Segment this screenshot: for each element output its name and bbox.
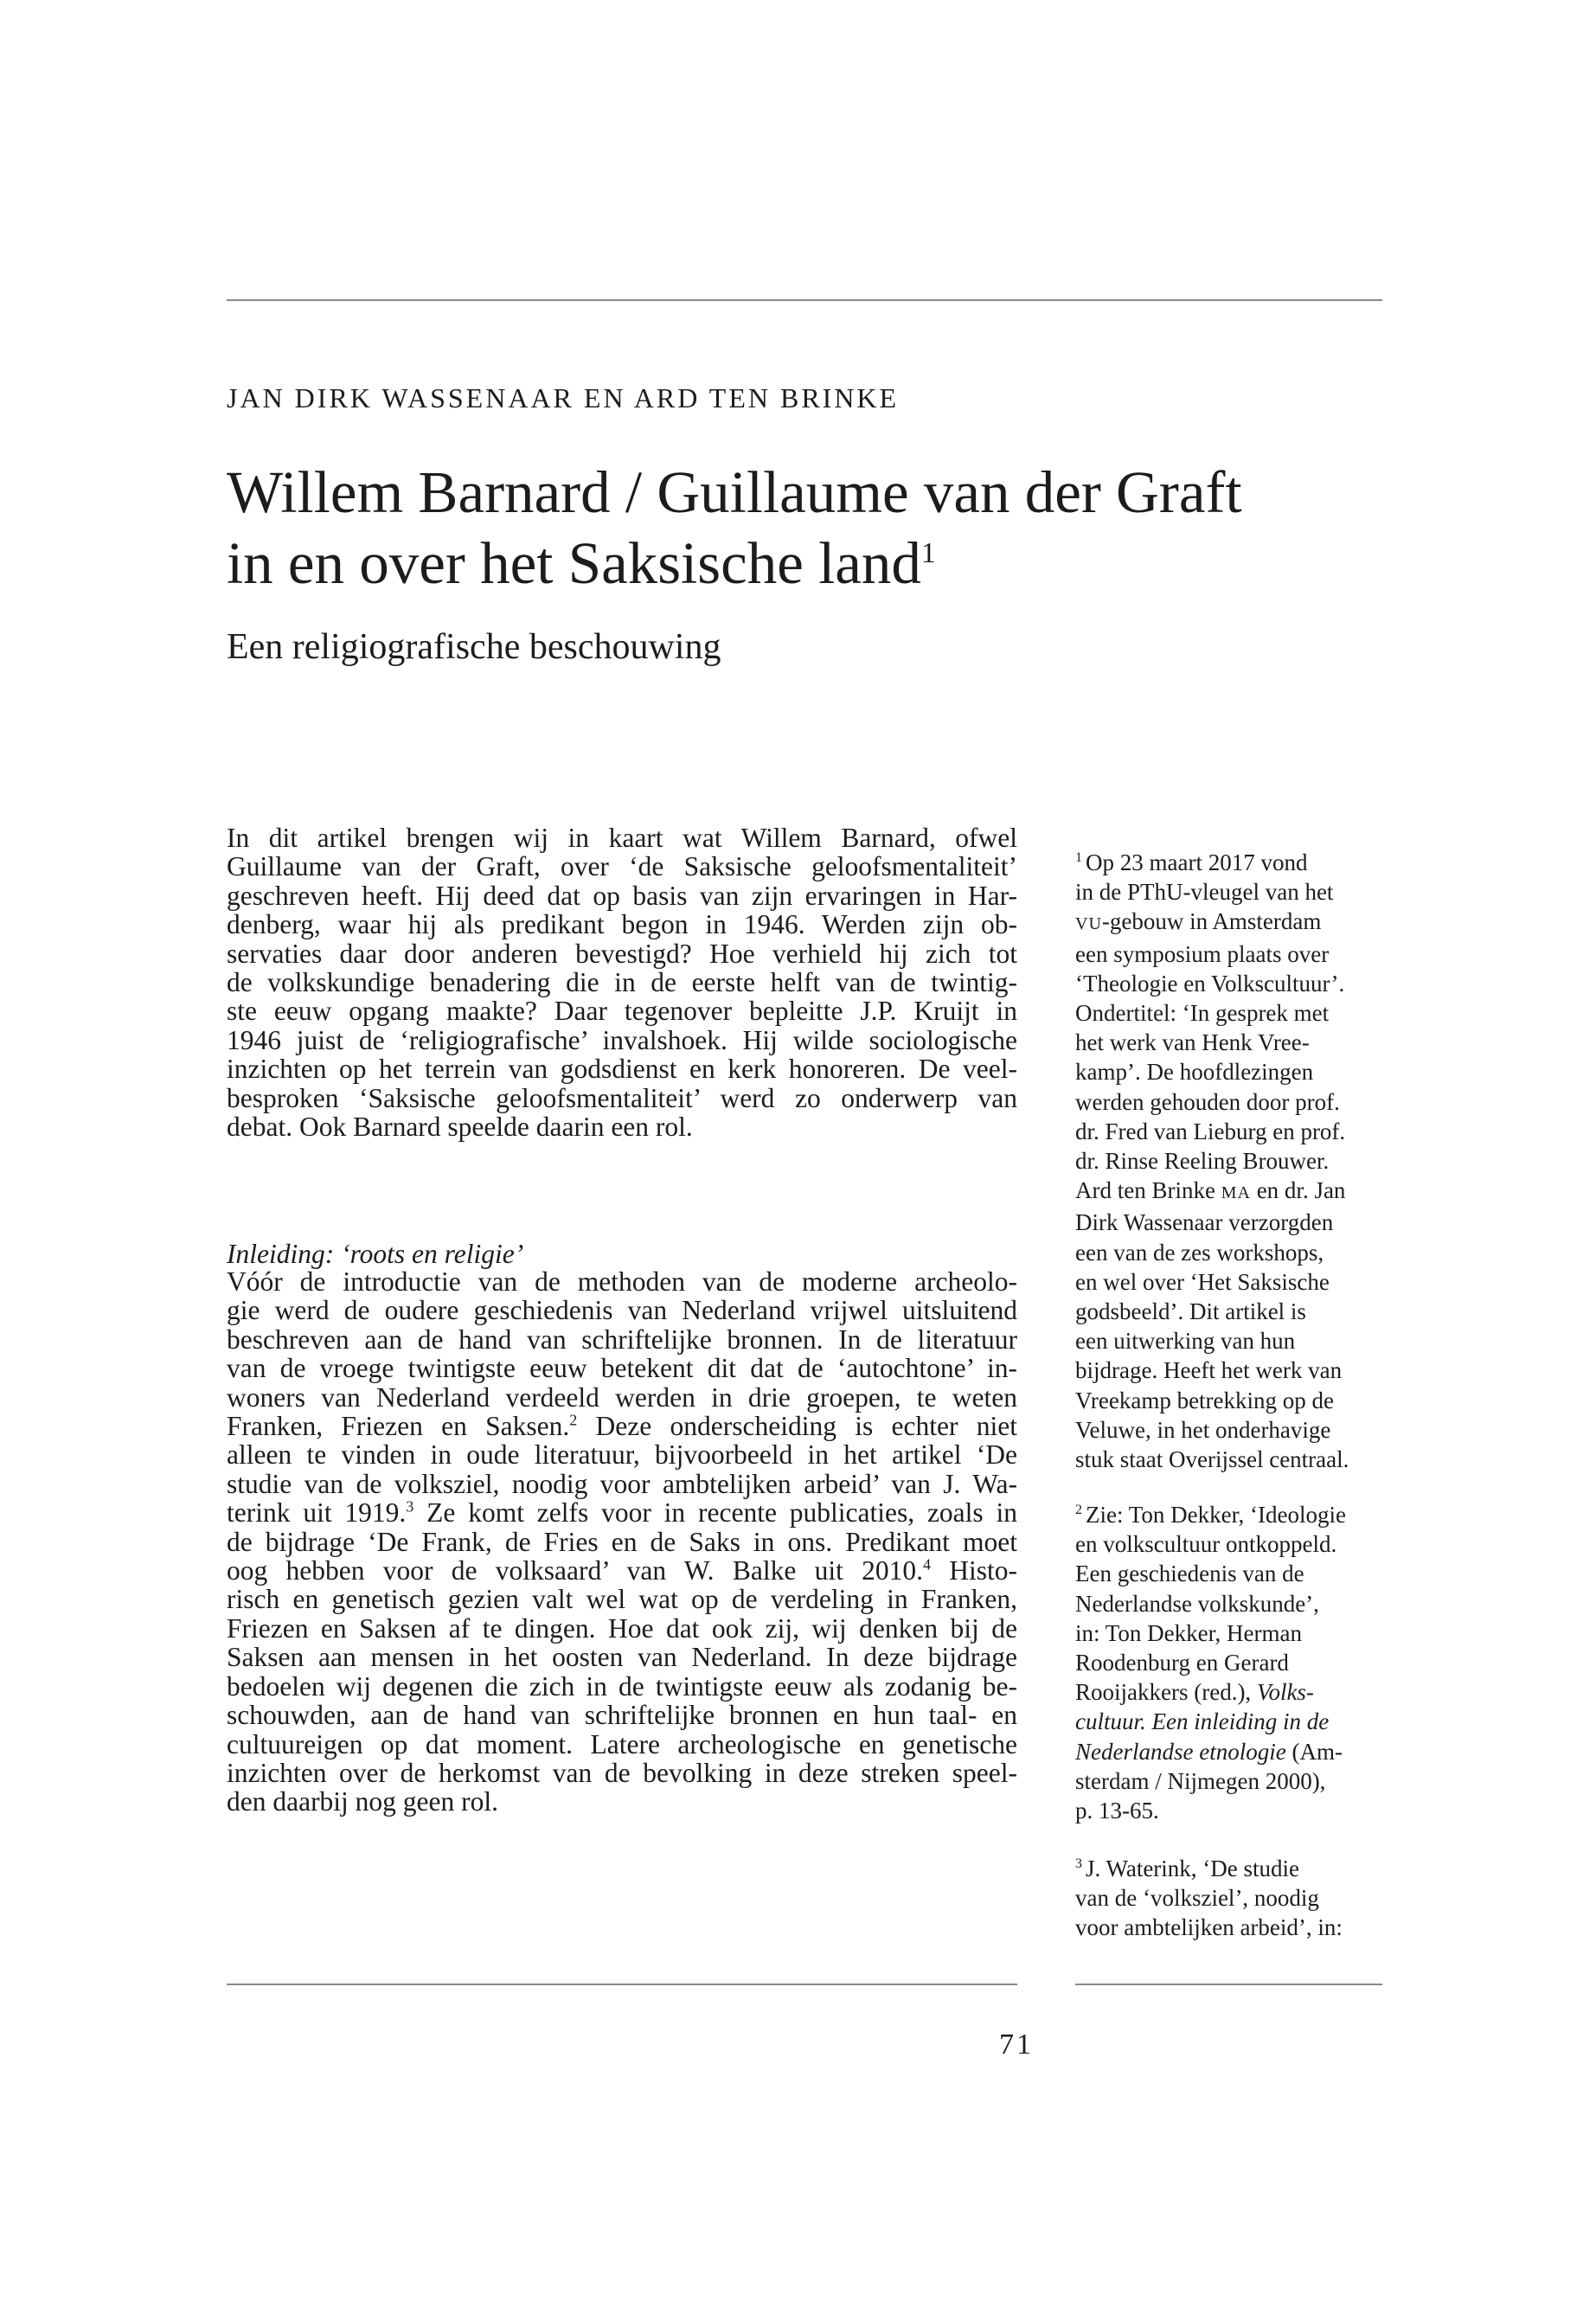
footnote-text: Ard ten Brinke [1075, 1177, 1215, 1204]
footnote-line [1075, 1500, 1382, 1529]
footnote-italic: Nederlandse etnologie [1075, 1738, 1286, 1765]
abstract-line: besproken ‘Saksische geloofsmentaliteit’ werd zo onderwerp van [227, 1082, 1017, 1113]
footnote-line: werden gehouden door prof. [1075, 1088, 1340, 1115]
footnote-text: -gebouw in Amsterdam [1101, 908, 1322, 935]
footnote-line: ‘Theologie en Volkscultuur’. [1075, 970, 1345, 997]
footnote-line: Roodenburg en Gerard [1075, 1650, 1289, 1676]
intro-line: den daarbij nog geen rol. [227, 1786, 499, 1817]
footnote-line: Ondertitel: ‘In gesprek met [1075, 1000, 1330, 1027]
footnote-line: voor ambtelijken arbeid’, in: [1075, 1914, 1343, 1941]
authors: JAN DIRK WASSENAAR EN ARD TEN BRINKE [227, 382, 900, 413]
intro-line-text: Franken, Friezen en Saksen. [227, 1411, 570, 1442]
intro-line-text: Histo- [930, 1555, 1018, 1586]
abstract-line: 1946 juist de ‘religiografische’ invalshoek. Hij wilde sociologische [227, 1024, 1017, 1055]
footnote-line: het werk van Henk Vree- [1075, 1029, 1310, 1056]
footnote-ref-2[interactable]: 2 [569, 1411, 578, 1429]
footnote-line: dr. Fred van Lieburg en prof. [1075, 1118, 1346, 1144]
abstract [227, 824, 1017, 1141]
footnote-line: p. 13-65. [1075, 1798, 1159, 1824]
intro-line: beschreven aan de hand van schriftelijke bronnen. In de literatuur [227, 1324, 1017, 1355]
footnote-line: Vreekamp betrekking op de [1075, 1387, 1335, 1413]
footnote-ref-4[interactable]: 4 [922, 1555, 931, 1574]
title-footnote-ref[interactable]: 1 [920, 537, 936, 569]
intro-line: de bijdrage ‘De Frank, de Fries en de Saks in ons. Predikant moet [227, 1526, 1017, 1557]
article-title [227, 457, 1308, 599]
footnote-line: Dirk Wassenaar verzorgden [1075, 1209, 1334, 1236]
footnote-line: sterdam / Nijmegen 2000), [1075, 1767, 1326, 1794]
footnote-line: Veluwe, in het onderhavige [1075, 1416, 1331, 1443]
intro-line: alleen te vinden in oude literatuur, bijvoorbeeld in het artikel ‘De [227, 1439, 1017, 1471]
footnote-line: in de PThU-vleugel van het [1075, 879, 1334, 906]
footnote-text: Rooijakkers (red.), [1075, 1679, 1252, 1706]
footnote-line [1075, 1737, 1382, 1766]
footnote-text: (Am- [1292, 1738, 1343, 1765]
footnote-line [1075, 848, 1382, 877]
intro-line: woners van Nederland verdeeld werden in drie groepen, te weten [227, 1381, 1017, 1413]
footnote-text: Zie: Ton Dekker, ‘Ideologie [1086, 1502, 1346, 1528]
intro-line: Saksen aan mensen in het oosten van Nederland. In deze bijdrage [227, 1642, 1017, 1673]
abstract-line: In dit artikel brengen wij in kaart wat Willem Barnard, ofwel [227, 823, 1017, 853]
abstract-line: debat. Ook Barnard speelde daarin een rol. [227, 1112, 693, 1143]
footnote-3 [1075, 1854, 1382, 1943]
intro-line: bedoelen wij degenen die zich in de twintigste eeuw als zodanig be- [227, 1670, 1017, 1702]
intro-line: risch en genetisch gezien valt wel wat op de verdeling in Franken, [227, 1584, 1017, 1615]
footnote-text: Op 23 maart 2017 vond [1086, 849, 1308, 875]
abstract-line: denberg, waar hij als predikant begon in 1946. Werden zijn ob- [227, 909, 1017, 940]
footnote-line: en wel over ‘Het Saksische [1075, 1268, 1330, 1295]
footnote-line [1075, 907, 1382, 939]
intro-paragraph [227, 1267, 1017, 1817]
intro-line: Friezen en Saksen af te dingen. Hoe dat ook zij, wij denken bij de [227, 1612, 1017, 1644]
footnote-line: van de ‘volksziel’, noodig [1075, 1885, 1319, 1912]
abstract-line: servaties daar door anderen bevestigd? Hoe verhield hij zich tot [227, 938, 1017, 969]
footnote-number: 3 [1075, 1856, 1082, 1871]
intro-line: van de vroege twintigste eeuw betekent dit dat de ‘autochtone’ in- [227, 1353, 1017, 1384]
footnote-italic: cultuur. Een inleiding in de [1075, 1708, 1330, 1735]
footnote-line: in: Ton Dekker, Herman [1075, 1619, 1302, 1646]
abstract-line: Guillaume van der Graft, over ‘de Saksische geloofsmentaliteit’ [227, 851, 1017, 882]
abstract-line: geschreven heeft. Hij deed dat op basis van zijn ervaringen in Har- [227, 880, 1017, 911]
page-number: 71 [999, 2029, 1034, 2061]
intro-line: Vóór de introductie van de methoden van de moderne archeolo- [227, 1266, 1017, 1297]
intro-line-text: Ze komt zelfs voor in recente publicaties, zoals in [413, 1497, 1018, 1529]
footnote-smallcaps: MA [1221, 1183, 1251, 1203]
footnote-line: een uitwerking van hun [1075, 1328, 1296, 1355]
footnote-line: stuk staat Overijssel centraal. [1075, 1446, 1349, 1473]
intro-line [227, 1498, 1017, 1527]
title-line-2: in en over het Saksische land [227, 530, 921, 596]
footnote-line [1075, 1176, 1382, 1208]
footnote-line: kamp’. De hoofdlezingen [1075, 1059, 1314, 1086]
footnote-line [1075, 1707, 1382, 1736]
abstract-line: ste eeuw opgang maakte? Daar tegenover bepleitte J.P. Kruijt in [227, 996, 1017, 1027]
intro-line: cultuureigen op dat moment. Latere archeologische en genetische [227, 1728, 1017, 1759]
bottom-rule-notes [1075, 1984, 1382, 1985]
article-subtitle: Een religiografische beschouwing [227, 627, 721, 667]
intro-line-text: oog hebben voor de volksaard’ van W. Balke uit 2010. [227, 1555, 923, 1586]
intro-line: studie van de volksziel, noodig voor ambtelijken arbeid’ van J. Wa- [227, 1468, 1017, 1499]
intro-line: schouwden, aan de hand van schriftelijke bronnen en hun taal- en [227, 1700, 1017, 1731]
footnote-italic: Volks- [1256, 1679, 1314, 1706]
footnote-line: een van de zes workshops, [1075, 1239, 1324, 1266]
footnote-text: en dr. Jan [1256, 1177, 1346, 1204]
abstract-line: de volkskundige benadering die in de eerste helft van de twintig- [227, 967, 1017, 998]
top-rule [227, 299, 1382, 301]
intro-line-text: Deze onderscheiding is echter niet [577, 1411, 1017, 1442]
footnote-line [1075, 1854, 1382, 1883]
bottom-rule-main [227, 1984, 1017, 1985]
intro-line [227, 1556, 1017, 1585]
footnote-line: Nederlandse volkskunde’, [1075, 1590, 1319, 1617]
intro-line: gie werd de oudere geschiedenis van Nederland vrijwel uitsluitend [227, 1295, 1017, 1326]
footnote-line: godsbeeld’. Dit artikel is [1075, 1298, 1306, 1325]
intro-line: inzichten over de herkomst van de bevolking in deze streken speel- [227, 1757, 1017, 1788]
footnote-line: bijdrage. Heeft het werk van [1075, 1357, 1343, 1384]
footnote-1 [1075, 848, 1382, 1474]
footnote-number: 1 [1075, 850, 1082, 865]
section-heading: Inleiding: ‘roots en religie’ [227, 1239, 524, 1269]
intro-line [227, 1412, 1017, 1440]
intro-line-text: terink uit 1919. [227, 1497, 407, 1529]
title-line-1: Willem Barnard / Guillaume van der Graft [227, 459, 1242, 525]
footnote-2 [1075, 1500, 1382, 1825]
footnote-text: J. Waterink, ‘De studie [1086, 1856, 1300, 1881]
footnote-number: 2 [1075, 1503, 1082, 1517]
footnote-line: dr. Rinse Reeling Brouwer. [1075, 1148, 1330, 1175]
footnote-line: Een geschiedenis van de [1075, 1561, 1304, 1587]
footnote-line: een symposium plaats over [1075, 940, 1330, 967]
abstract-line: inzichten op het terrein van godsdienst en kerk honoreren. De veel- [227, 1054, 1017, 1085]
footnote-line [1075, 1677, 1382, 1707]
footnote-ref-3[interactable]: 3 [406, 1497, 414, 1516]
footnote-smallcaps: VU [1075, 914, 1102, 934]
footnote-line: en volkscultuur ontkoppeld. [1075, 1531, 1337, 1558]
